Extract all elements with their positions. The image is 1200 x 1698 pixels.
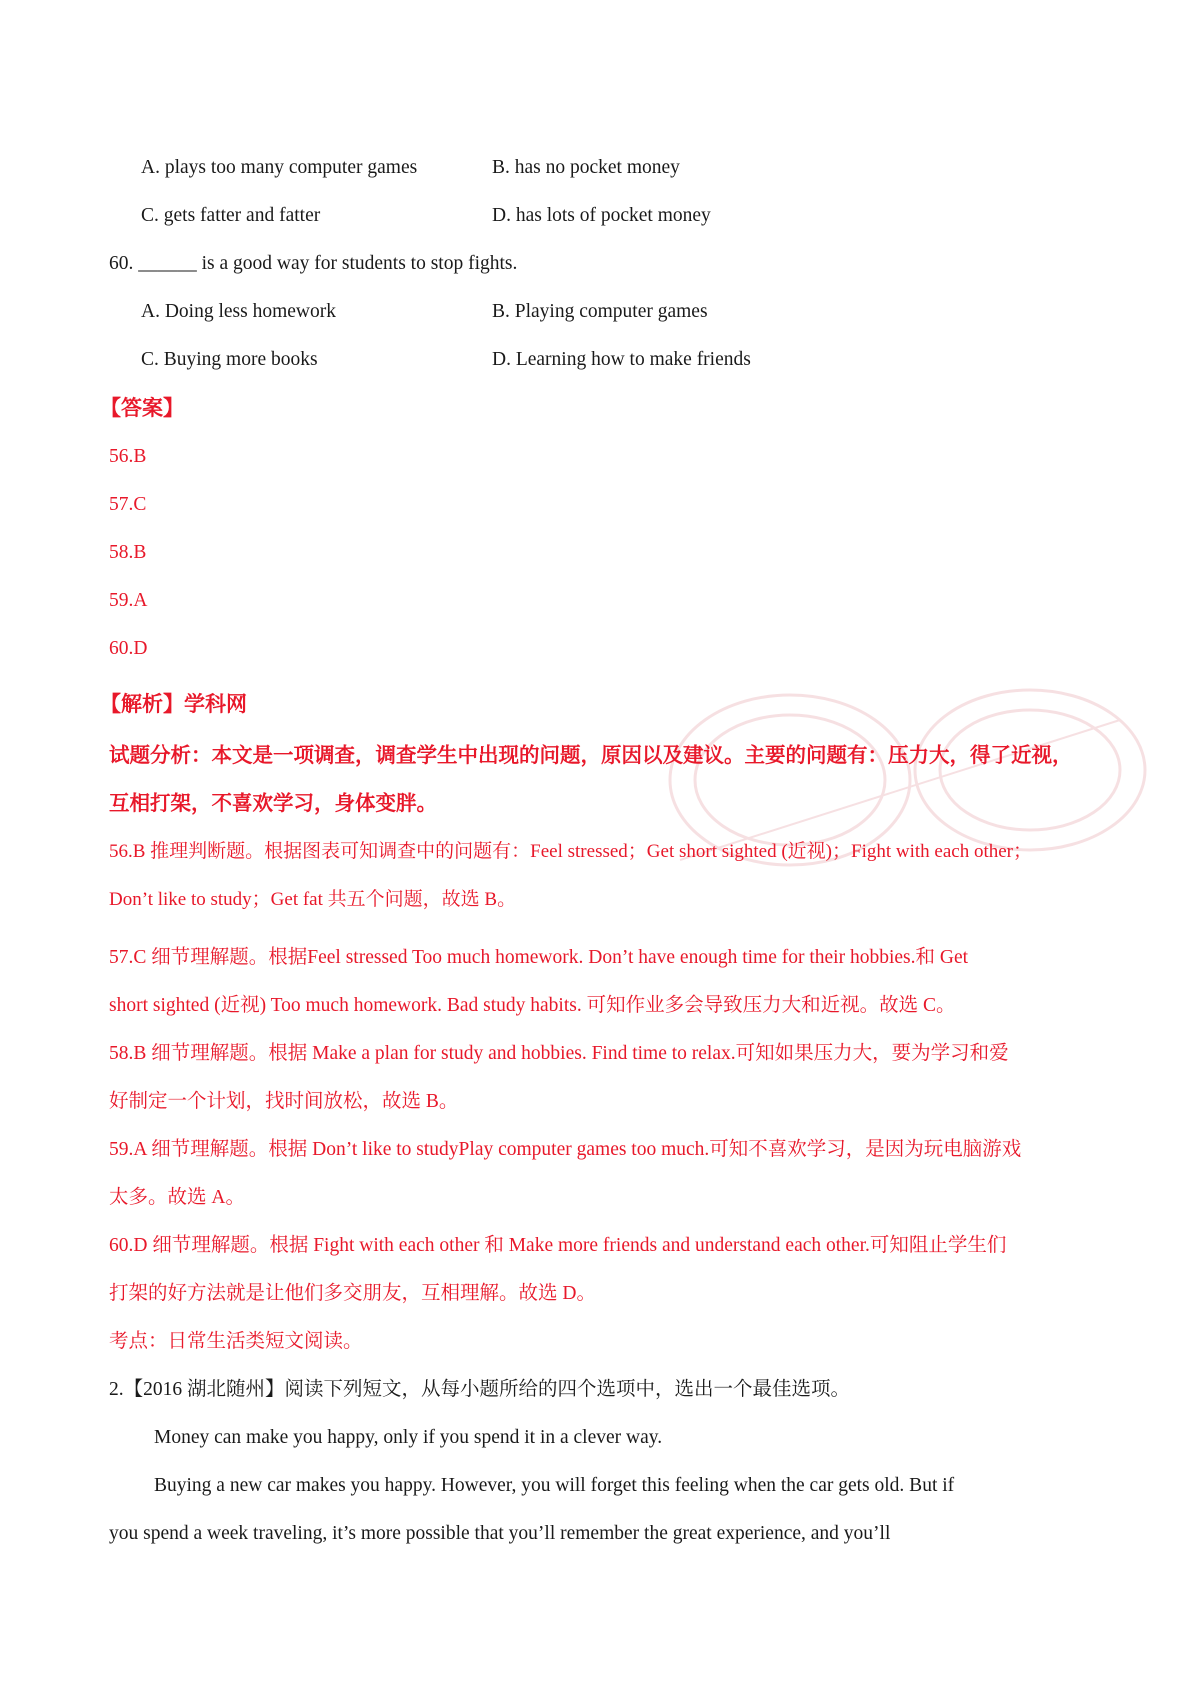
analysis-summary-line-2: 互相打架，不喜欢学习，身体变胖。 xyxy=(109,791,437,815)
analysis-q57-line-2: short sighted (近视) Too much homework. Bad study habits. 可知作业多会导致压力大和近视。故选 C。 xyxy=(109,995,956,1016)
analysis-q59-line-2: 太多。故选 A。 xyxy=(109,1187,245,1208)
answer-header: 【答案】 xyxy=(100,396,184,420)
answer-59: 59.A xyxy=(109,590,148,611)
analysis-summary-line-1: 试题分析：本文是一项调查，调查学生中出现的问题，原因以及建议。主要的问题有：压力大，得了近视， xyxy=(109,743,1073,767)
answer-58: 58.B xyxy=(109,542,147,563)
q60-option-a: A. Doing less homework xyxy=(141,301,336,322)
answer-56: 56.B xyxy=(109,446,147,467)
answer-57: 57.C xyxy=(109,494,147,515)
analysis-header: 【解析】学科网 xyxy=(100,692,247,716)
passage-paragraph-2-line-1: Buying a new car makes you happy. However, you will forget this feeling when the car gets old. But if xyxy=(154,1475,955,1496)
q59-option-a: A. plays too many computer games xyxy=(141,157,418,178)
passage-header: 2.【2016 湖北随州】阅读下列短文，从每小题所给的四个选项中，选出一个最佳选项。 xyxy=(109,1379,851,1400)
q60-option-d: D. Learning how to make friends xyxy=(492,349,751,370)
analysis-q56-line-2: Don’t like to study；Get fat 共五个问题，故选 B。 xyxy=(109,889,517,910)
analysis-kaodian: 考点：日常生活类短文阅读。 xyxy=(109,1331,363,1352)
answer-60: 60.D xyxy=(109,638,148,659)
q60-stem: 60. ______ is a good way for students to stop fights. xyxy=(109,253,518,274)
watermark-stamp-icon xyxy=(640,660,1160,920)
q59-option-b: B. has no pocket money xyxy=(492,157,680,178)
q60-option-b: B. Playing computer games xyxy=(492,301,708,322)
passage-paragraph-2-line-2: you spend a week traveling, it’s more possible that you’ll remember the great experience, and you’ll xyxy=(109,1523,891,1544)
analysis-q59-line-1: 59.A 细节理解题。根据 Don’t like to studyPlay computer games too much.可知不喜欢学习，是因为玩电脑游戏 xyxy=(109,1139,1022,1160)
analysis-q58-line-2: 好制定一个计划，找时间放松，故选 B。 xyxy=(109,1091,459,1112)
passage-paragraph-1: Money can make you happy, only if you spend it in a clever way. xyxy=(154,1427,663,1448)
analysis-q60-line-2: 打架的好方法就是让他们多交朋友，互相理解。故选 D。 xyxy=(109,1283,596,1304)
q59-option-c: C. gets fatter and fatter xyxy=(141,205,321,226)
analysis-q57-line-1: 57.C 细节理解题。根据Feel stressed Too much homework. Don’t have enough time for their hobbies.和 Get xyxy=(109,947,969,968)
analysis-q60-line-1: 60.D 细节理解题。根据 Fight with each other 和 Make more friends and understand each other.可知阻止学生们 xyxy=(109,1235,1007,1256)
q60-option-c: C. Buying more books xyxy=(141,349,318,370)
analysis-q58-line-1: 58.B 细节理解题。根据 Make a plan for study and hobbies. Find time to relax.可知如果压力大，要为学习和爱 xyxy=(109,1043,1009,1064)
q59-option-d: D. has lots of pocket money xyxy=(492,205,711,226)
analysis-q56-line-1: 56.B 推理判断题。根据图表可知调查中的问题有：Feel stressed；Get short sighted (近视)；Fight with each other； xyxy=(109,841,1033,862)
